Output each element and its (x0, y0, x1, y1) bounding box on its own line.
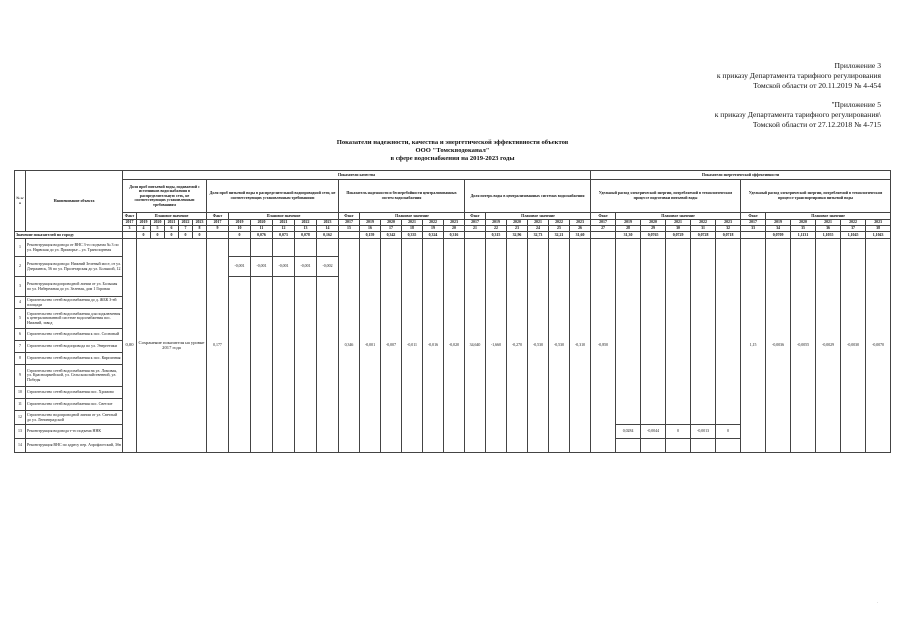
column-number: 32 (716, 226, 741, 232)
summary-value: 0,0729 (666, 232, 691, 239)
table-row (15, 180, 891, 213)
header-year: 2021 (816, 220, 841, 226)
column-number: 33 (741, 226, 766, 232)
header-fact: Факт (207, 213, 229, 220)
plan-ind5: 0 (666, 425, 691, 439)
table-row (15, 239, 891, 257)
summary-value: 0,0709 (766, 232, 791, 239)
plan-ind5: 0 (716, 425, 741, 439)
column-number: 23 (507, 226, 528, 232)
header-year: 2022 (841, 220, 866, 226)
header-indicator-4: Доля потерь воды в централизованных системах водоснабжения (465, 180, 591, 213)
summary-fact (123, 232, 137, 239)
header-year: 2023 (570, 220, 591, 226)
column-number: 35 (791, 226, 816, 232)
plan-ind6: -0,0030 (841, 239, 866, 453)
header-indicator-2: Доля проб питьевой воды в распределительной водопроводной сети, не соответствующих установленным требованиям (207, 180, 339, 213)
table-row (15, 232, 891, 239)
object-no: 1 (15, 239, 26, 257)
header-quality-group: Показатели качества (123, 171, 591, 180)
plan-ind2: -0,001 (229, 257, 251, 277)
table-row (15, 171, 891, 180)
summary-value: 0 (151, 232, 165, 239)
object-name: Реконструкция водовода от ВНС 3-го подъема № 3 по ул. Нарвская до ул. Приморье – ул. Транспортная (26, 239, 123, 257)
summary-value: 1,1055 (816, 232, 841, 239)
plan-ind6: -0,0055 (791, 239, 816, 453)
plan-ind2 (273, 239, 295, 257)
indicators-table (14, 170, 891, 453)
appendix-5-header (715, 100, 881, 131)
column-number: 28 (616, 226, 641, 232)
header-indicator-1: Доля проб питьевой воды, подаваемой с источников водоснабжения в распределительную сеть, не соответствующих установленным требованиям (123, 180, 207, 213)
summary-value: 0 (193, 232, 207, 239)
fact-ind6: 1,15 (741, 239, 766, 453)
summary-value: 0,073 (273, 232, 295, 239)
header-year: 2022 (295, 220, 317, 226)
plan-ind2: -0,001 (251, 257, 273, 277)
summary-value: 0,315 (486, 232, 507, 239)
plan-ind4: -0,530 (528, 239, 549, 453)
summary-value: 0,324 (423, 232, 444, 239)
plan-ind3: -0,011 (402, 239, 423, 453)
column-number: 16 (360, 226, 381, 232)
column-number: 30 (666, 226, 691, 232)
header-plan: Плановое значение (360, 213, 465, 220)
column-number: 5 (151, 226, 165, 232)
header-year: 2023 (716, 220, 741, 226)
header-plan: Плановое значение (766, 213, 891, 220)
appendix-3-line-3: Томской области от 20.11.2019 № 4-454 (753, 81, 881, 91)
object-name: Строительство сетей водоснабжения пос. Светлое (26, 399, 123, 411)
column-number: 19 (423, 226, 444, 232)
column-number: 25 (549, 226, 570, 232)
summary-value: 1,1045 (841, 232, 866, 239)
column-number: 17 (381, 226, 402, 232)
header-year: 2020 (381, 220, 402, 226)
header-year: 2017 (741, 220, 766, 226)
object-name: Строительство сетей водоснабжения на ул. Ломовая, ул. Красноармейской, ул. Сельскохозяйственной, ул. Победы (26, 365, 123, 387)
header-year: 2019 (486, 220, 507, 226)
summary-value: 0 (137, 232, 151, 239)
header-year: 2019 (360, 220, 381, 226)
object-name: Реконструкция водопроводной линии от ул. Большая по ул. Набережная до ул. Зеленая, дом 1 Горовая (26, 277, 123, 297)
object-name: Строительство сетей водоснабжения до д. ЖБК 3-ей площади (26, 297, 123, 309)
header-plan: Плановое значение (137, 213, 207, 220)
header-year: 2017 (339, 220, 360, 226)
header-year: 2022 (549, 220, 570, 226)
summary-value: 32,96 (507, 232, 528, 239)
plan-ind5: 0,0284 (616, 425, 641, 439)
document-title (0, 139, 905, 164)
plan-ind4: -0,310 (570, 239, 591, 453)
object-no: 7 (15, 341, 26, 353)
plan-ind2: -0,001 (295, 257, 317, 277)
column-number: 14 (317, 226, 339, 232)
plan-ind3: -0,016 (423, 239, 444, 453)
summary-value: 0,162 (317, 232, 339, 239)
plan-ind5-empty (716, 239, 741, 425)
summary-fact (741, 232, 766, 239)
object-name: Строительство сетей водоснабжения для подключения к централизованной системе водоснабжения пос. Нижний, завод (26, 309, 123, 329)
header-year: 2017 (123, 220, 137, 226)
header-year: 2019 (229, 220, 251, 226)
object-name: Строительство сетей водоснабжения к пос. Сосновый (26, 329, 123, 341)
header-plan: Плановое значение (486, 213, 591, 220)
header-year: 2023 (193, 220, 207, 226)
object-no: 12 (15, 411, 26, 425)
header-fact: Факт (339, 213, 360, 220)
header-indicator-6: Удельный расход электрической энергии, потребляемой в технологическом процессе транспортировки питьевой воды (741, 180, 891, 213)
summary-value: 0,076 (251, 232, 273, 239)
plan-ind2-empty (229, 277, 251, 453)
summary-value: 0 (229, 232, 251, 239)
object-no: 5 (15, 309, 26, 329)
corner-mark: . (877, 600, 878, 604)
header-year: 2017 (591, 220, 616, 226)
header-fact: Факт (465, 213, 486, 220)
plan-ind5-empty (716, 439, 741, 453)
object-name: Реконструкция водовода т-го подъема ННК (26, 425, 123, 439)
title-line-1: Показатели надежности, качества и энергетической эффективности объектов (336, 139, 569, 146)
summary-value: 32,21 (549, 232, 570, 239)
column-number: 6 (165, 226, 179, 232)
plan-ind6: -0,0036 (766, 239, 791, 453)
column-number: 12 (273, 226, 295, 232)
plan-ind5-empty (641, 239, 666, 425)
header-year: 2021 (402, 220, 423, 226)
column-number: 21 (465, 226, 486, 232)
header-year: 2021 (165, 220, 179, 226)
fact-ind1: 0,00 (123, 239, 137, 453)
plan-ind2-empty (273, 277, 295, 453)
summary-value: 1,1043 (866, 232, 891, 239)
column-number: 29 (641, 226, 666, 232)
plan-ind3: -0,007 (381, 239, 402, 453)
object-name: Строительство сетей водоснабжения к пос. Кирпичная (26, 353, 123, 365)
header-year: 2019 (616, 220, 641, 226)
object-name: Реконструкция ВНС по адресу пер. Аэрофлотский, 3бв (26, 439, 123, 453)
appendix-3-header (717, 61, 881, 92)
column-number: 31 (691, 226, 716, 232)
header-energy-group: Показатели энергетической эффективности (591, 171, 891, 180)
column-number: 10 (229, 226, 251, 232)
summary-value: 0,335 (402, 232, 423, 239)
appendix-3-line-1: Приложение 3 (834, 61, 881, 70)
header-year: 2022 (423, 220, 444, 226)
header-plan: Плановое значение (229, 213, 339, 220)
summary-value: 0,0765 (641, 232, 666, 239)
header-year: 2021 (273, 220, 295, 226)
summary-fact (207, 232, 229, 239)
plan-ind5-empty (691, 239, 716, 425)
column-number: 34 (766, 226, 791, 232)
summary-value: 0,0718 (716, 232, 741, 239)
object-no: 11 (15, 399, 26, 411)
object-no: 14 (15, 439, 26, 453)
column-number: 24 (528, 226, 549, 232)
plan-ind2 (295, 239, 317, 257)
object-name: Строительство сетей водоснабжения пос. Хромово (26, 387, 123, 399)
appendix-3-line-2: к приказу Департамента тарифного регулирования (716, 71, 881, 81)
fact-ind4: 34,640 (465, 239, 486, 453)
header-fact: Факт (591, 213, 616, 220)
plan-ind6: -0,0070 (866, 239, 891, 453)
summary-value: 0,316 (444, 232, 465, 239)
appendix-5-line-2: к приказу Департамента тарифного регулирования\ (714, 110, 881, 120)
column-number: 22 (486, 226, 507, 232)
header-year: 2021 (528, 220, 549, 226)
object-no: 10 (15, 387, 26, 399)
header-year: 2023 (444, 220, 465, 226)
plan-ind5-empty (666, 239, 691, 425)
header-year: 2020 (151, 220, 165, 226)
header-year: 2019 (137, 220, 151, 226)
column-number: 11 (251, 226, 273, 232)
plan-ind5-empty (616, 239, 641, 425)
summary-value: 0,342 (381, 232, 402, 239)
appendix-5-line-3: Томской области от 27.12.2018 № 4-715 (752, 120, 881, 130)
column-number: 8 (193, 226, 207, 232)
column-number: 15 (339, 226, 360, 232)
summary-value: 32,73 (528, 232, 549, 239)
fact-ind2: 0,177 (207, 239, 229, 453)
header-year: 2022 (691, 220, 716, 226)
header-year: 2020 (507, 220, 528, 226)
header-year: 2017 (465, 220, 486, 226)
header-year: 2020 (251, 220, 273, 226)
object-no: 13 (15, 425, 26, 439)
column-number: 38 (866, 226, 891, 232)
header-year: 2020 (791, 220, 816, 226)
summary-fact (591, 232, 616, 239)
plan-ind2: -0,002 (317, 257, 339, 277)
object-no: 3 (15, 277, 26, 297)
summary-value: 0 (165, 232, 179, 239)
plan-ind2 (229, 239, 251, 257)
plan-ind2-empty (295, 277, 317, 453)
object-name: Строительство водопроводной линии от ул. Светлый до ул. Ленинградской (26, 411, 123, 425)
header-name: Наименование объекта (26, 171, 123, 232)
column-number: 7 (179, 226, 193, 232)
plan-ind5-empty (641, 439, 666, 453)
header-no: № п/п (15, 171, 26, 232)
column-number: 13 (295, 226, 317, 232)
title-line-2: ООО "Томскводоканал" (415, 147, 490, 155)
object-no: 9 (15, 365, 26, 387)
plan-ind5-empty (666, 439, 691, 453)
header-indicator-5: Удельный расход электрической энергии, потребляемой в технологическом процессе подготовки питьевой воды (591, 180, 741, 213)
header-year: 2023 (866, 220, 891, 226)
header-year: 2022 (179, 220, 193, 226)
summary-value: 31,30 (616, 232, 641, 239)
plan-ind5: -0,0044 (641, 425, 666, 439)
header-year: 2017 (207, 220, 229, 226)
header-year: 2021 (666, 220, 691, 226)
object-no: 8 (15, 353, 26, 365)
table-row (15, 213, 891, 220)
header-fact: Факт (123, 213, 137, 220)
column-number: 20 (444, 226, 465, 232)
column-number: 9 (207, 226, 229, 232)
column-number: 3 (123, 226, 137, 232)
object-name: Реконструкция водовода: Нижний Зеленый мост, от ул. Дзержинск, 56 по ул. Пролетарская до ул. Большой, 12 (26, 257, 123, 277)
plan-ind4: -0,270 (507, 239, 528, 453)
column-number: 18 (402, 226, 423, 232)
fact-ind5: -0,850 (591, 239, 616, 453)
object-no: 4 (15, 297, 26, 309)
summary-value: 0,078 (295, 232, 317, 239)
object-no: 2 (15, 257, 26, 277)
column-number: 27 (591, 226, 616, 232)
plan-ind4: -0,530 (549, 239, 570, 453)
plan-ind2 (317, 239, 339, 257)
plan-ind2-empty (251, 277, 273, 453)
header-year: 2020 (641, 220, 666, 226)
plan-ind2: -0,001 (273, 257, 295, 277)
summary-value: 0,0728 (691, 232, 716, 239)
summary-fact (465, 232, 486, 239)
appendix-5-line-1: "Приложение 5 (831, 100, 881, 109)
column-number: 4 (137, 226, 151, 232)
summary-fact (339, 232, 360, 239)
summary-label: Значение показателей по городу (15, 232, 123, 239)
column-number: 36 (816, 226, 841, 232)
fact-ind3: 0,346 (339, 239, 360, 453)
plan-ind2-empty (317, 277, 339, 453)
plan-ind3: -0,001 (360, 239, 381, 453)
header-plan: Плановое значение (616, 213, 741, 220)
header-fact: Факт (741, 213, 766, 220)
summary-value: 0 (179, 232, 193, 239)
plan-ind3: -0,020 (444, 239, 465, 453)
summary-value: 0,159 (360, 232, 381, 239)
title-line-3: в сфере водоснабжения на 2019-2023 годы (390, 155, 515, 163)
header-year: 2023 (317, 220, 339, 226)
object-name: Строительство сетей водопровода по ул. Энергетики (26, 341, 123, 353)
plan-ind6: -0,0029 (816, 239, 841, 453)
plan-ind5-empty (616, 439, 641, 453)
header-year: 2019 (766, 220, 791, 226)
column-number: 37 (841, 226, 866, 232)
summary-value: 1,1131 (791, 232, 816, 239)
column-number: 26 (570, 226, 591, 232)
header-indicator-3: Показатель надежности и бесперебойности централизованных систем водоснабжения (339, 180, 465, 213)
plan-ind5: -0,0013 (691, 425, 716, 439)
plan-ind5-empty (691, 439, 716, 453)
object-no: 6 (15, 329, 26, 341)
summary-value: 31,60 (570, 232, 591, 239)
plan-ind4: -1,660 (486, 239, 507, 453)
plan-ind1: Сохранение показателя на уровне 2017 года (137, 239, 207, 453)
plan-ind2 (251, 239, 273, 257)
